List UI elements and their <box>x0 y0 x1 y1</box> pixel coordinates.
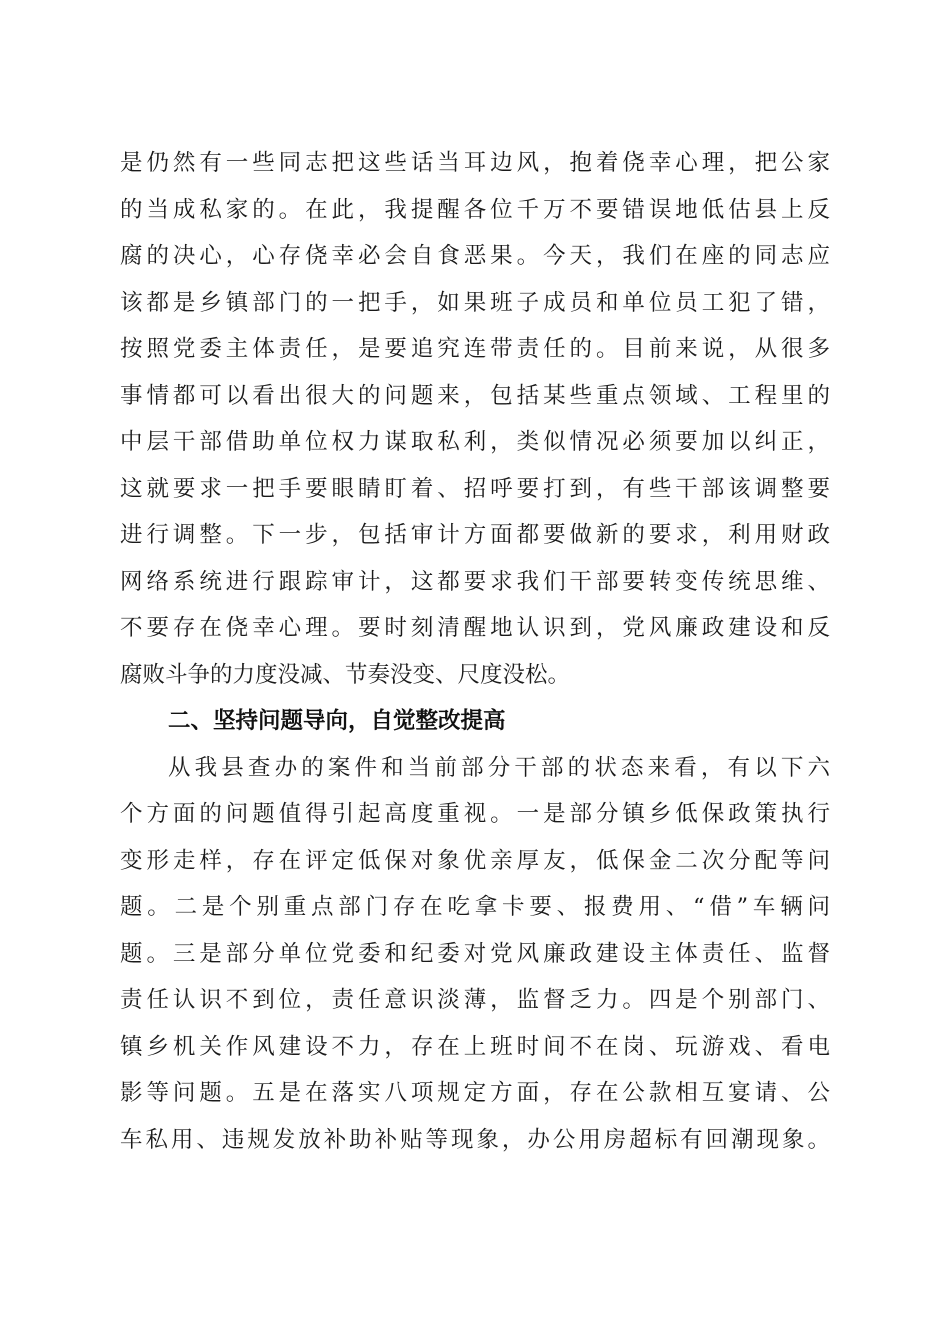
paragraph-line: 腐的决心，心存侥幸必会自食恶果。今天，我们在座的同志应 <box>120 243 830 269</box>
paragraph-2 <box>120 745 830 1164</box>
paragraph-line: 这就要求一把手要眼睛盯着、招呼要打到，有些干部该调整要 <box>120 475 830 502</box>
paragraph-line: 责任认识不到位，责任意识淡薄，监督乏力。四是个别部门、 <box>120 987 830 1013</box>
paragraph-line: 个方面的问题值得引起高度重视。一是部分镇乡低保政策执行 <box>120 801 830 827</box>
paragraph-line: 网络系统进行跟踪审计，这都要求我们干部要转变传统思维、 <box>120 568 830 595</box>
paragraph-line: 从我县查办的案件和当前部分干部的状态来看，有以下六 <box>168 754 830 781</box>
paragraph-line: 题。二是个别重点部门存在吃拿卡要、报费用、“借”车辆问 <box>120 894 830 920</box>
paragraph-line: 的当成私家的。在此，我提醒各位千万不要错误地低估县上反 <box>120 196 830 223</box>
paragraph-line: 该都是乡镇部门的一把手，如果班子成员和单位员工犯了错， <box>120 289 830 316</box>
paragraph-line: 是仍然有一些同志把这些话当耳边风，抱着侥幸心理，把公家 <box>120 150 830 176</box>
paragraph-line: 题。三是部分单位党委和纪委对党风廉政建设主体责任、监督 <box>120 940 830 967</box>
paragraph-line: 按照党委主体责任，是要追究连带责任的。目前来说，从很多 <box>120 336 830 362</box>
paragraph-line: 车私用、违规发放补助补贴等现象，办公用房超标有回潮现象。 <box>120 1126 830 1153</box>
paragraph-line: 变形走样，存在评定低保对象优亲厚友，低保金二次分配等问 <box>120 847 830 874</box>
paragraph-line: 腐败斗争的力度没减、节奏没变、尺度没松。 <box>120 661 571 688</box>
paragraph-line: 镇乡机关作风建设不力，存在上班时间不在岗、玩游戏、看电 <box>120 1033 830 1060</box>
paragraph-line: 中层干部借助单位权力谋取私利，类似情况必须要加以纠正， <box>120 429 830 455</box>
paragraph-1 <box>120 140 830 698</box>
paragraph-line: 不要存在侥幸心理。要时刻清醒地认识到，党风廉政建设和反 <box>120 615 830 641</box>
paragraph-line: 进行调整。下一步，包括审计方面都要做新的要求，利用财政 <box>120 522 830 548</box>
section-heading: 二、坚持问题导向，自觉整改提高 <box>168 708 506 734</box>
document-body <box>120 140 830 1163</box>
paragraph-line: 影等问题。五是在落实八项规定方面，存在公款相互宴请、公 <box>120 1080 830 1106</box>
paragraph-line: 事情都可以看出很大的问题来，包括某些重点领域、工程里的 <box>120 382 830 409</box>
